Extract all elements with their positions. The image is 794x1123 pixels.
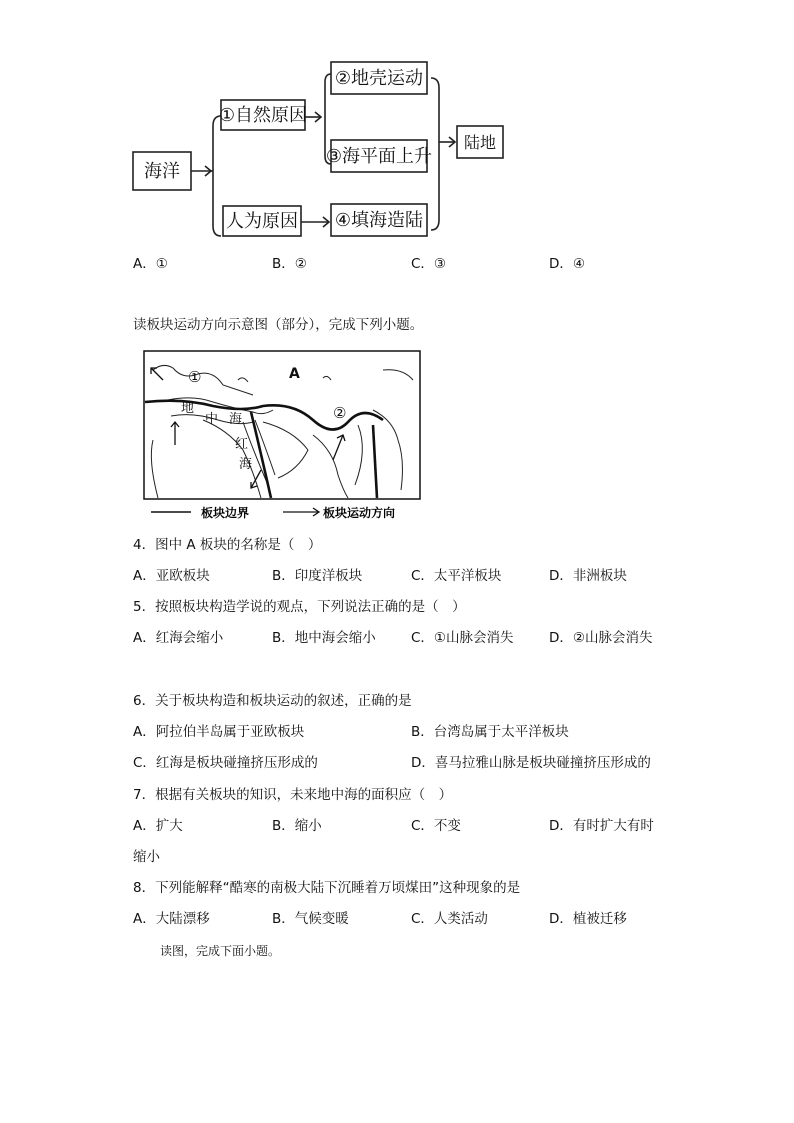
crust-movement-label: ②地壳运动 (334, 68, 424, 89)
land-label: 陆地 (463, 133, 497, 152)
mountain-1-label: ① (188, 368, 202, 386)
plate-a-label: A (289, 366, 300, 382)
q7-option-b[interactable]: B．缩小 (272, 818, 322, 834)
q5-option-d[interactable]: D．②山脉会消失 (549, 630, 653, 646)
q4-option-c[interactable]: C．太平洋板块 (411, 568, 502, 584)
q7-stem: 7．根据有关板块的知识，未来地中海的面积应（ ） (133, 787, 453, 803)
sea-level-label: ③海平面上升 (325, 146, 433, 167)
q8-option-c[interactable]: C．人类活动 (411, 911, 488, 927)
q6-stem: 6．关于板块构造和板块运动的叙述，正确的是 (133, 693, 412, 709)
q6-option-d[interactable]: D．喜马拉雅山脉是板块碰撞挤压形成的 (411, 755, 651, 771)
cause-flowchart (125, 60, 515, 245)
map-legend (151, 505, 395, 520)
prev-option-c[interactable]: C．③ (411, 256, 447, 272)
q8-option-b[interactable]: B．气候变暖 (272, 911, 349, 927)
mediterranean-label-1: 地 (181, 401, 195, 416)
red-sea-label-2: 海 (239, 457, 253, 472)
q4-option-d[interactable]: D．非洲板块 (549, 568, 627, 584)
plate-intro: 读板块运动方向示意图（部分），完成下列小题。 (133, 317, 424, 333)
mediterranean-label-3: 海 (229, 412, 243, 427)
q6-option-b[interactable]: B．台湾岛属于太平洋板块 (411, 724, 569, 740)
q8-stem: 8．下列能解释“酷寒的南极大陆下沉睡着万顷煤田”这种现象的是 (133, 880, 521, 896)
human-cause-label: 人为原因 (226, 211, 298, 232)
q7-option-a[interactable]: A．扩大 (133, 818, 183, 834)
prev-option-a[interactable]: A．① (133, 256, 168, 272)
ocean-label: 海洋 (144, 161, 180, 182)
q4-option-b[interactable]: B．印度洋板块 (272, 568, 363, 584)
q5-stem: 5．按照板块构造学说的观点，下列说法正确的是（ ） (133, 599, 466, 615)
q5-option-b[interactable]: B．地中海会缩小 (272, 630, 376, 646)
red-sea-label-1: 红 (235, 437, 249, 452)
plate-movement-map (143, 350, 423, 525)
q8-option-d[interactable]: D．植被迁移 (549, 911, 627, 927)
prev-option-b[interactable]: B．② (272, 256, 307, 272)
prev-option-d[interactable]: D．④ (549, 256, 585, 272)
legend-boundary-label: 板块边界 (201, 506, 250, 520)
q7-option-c[interactable]: C．不变 (411, 818, 461, 834)
q8-option-a[interactable]: A．大陆漂移 (133, 911, 210, 927)
mountain-2-label: ② (333, 404, 347, 422)
q7-option-d[interactable]: D．有时扩大有时 (549, 818, 654, 834)
q4-stem: 4．图中 A 板块的名称是（ ） (133, 537, 322, 553)
legend-direction-label: 板块运动方向 (323, 506, 396, 520)
q7-option-d-wrap: 缩小 (133, 849, 160, 865)
q6-option-c[interactable]: C．红海是板块碰撞挤压形成的 (133, 755, 318, 771)
natural-cause-label: ①自然原因 (218, 105, 308, 126)
reclaim-label: ④填海造陆 (334, 210, 424, 231)
q6-option-a[interactable]: A．阿拉伯半岛属于亚欧板块 (133, 724, 305, 740)
q4-option-a[interactable]: A．亚欧板块 (133, 568, 210, 584)
next-intro: 读图，完成下面小题。 (160, 944, 281, 958)
q5-option-a[interactable]: A．红海会缩小 (133, 630, 224, 646)
mediterranean-label-2: 中 (205, 412, 219, 427)
q5-option-c[interactable]: C．①山脉会消失 (411, 630, 514, 646)
